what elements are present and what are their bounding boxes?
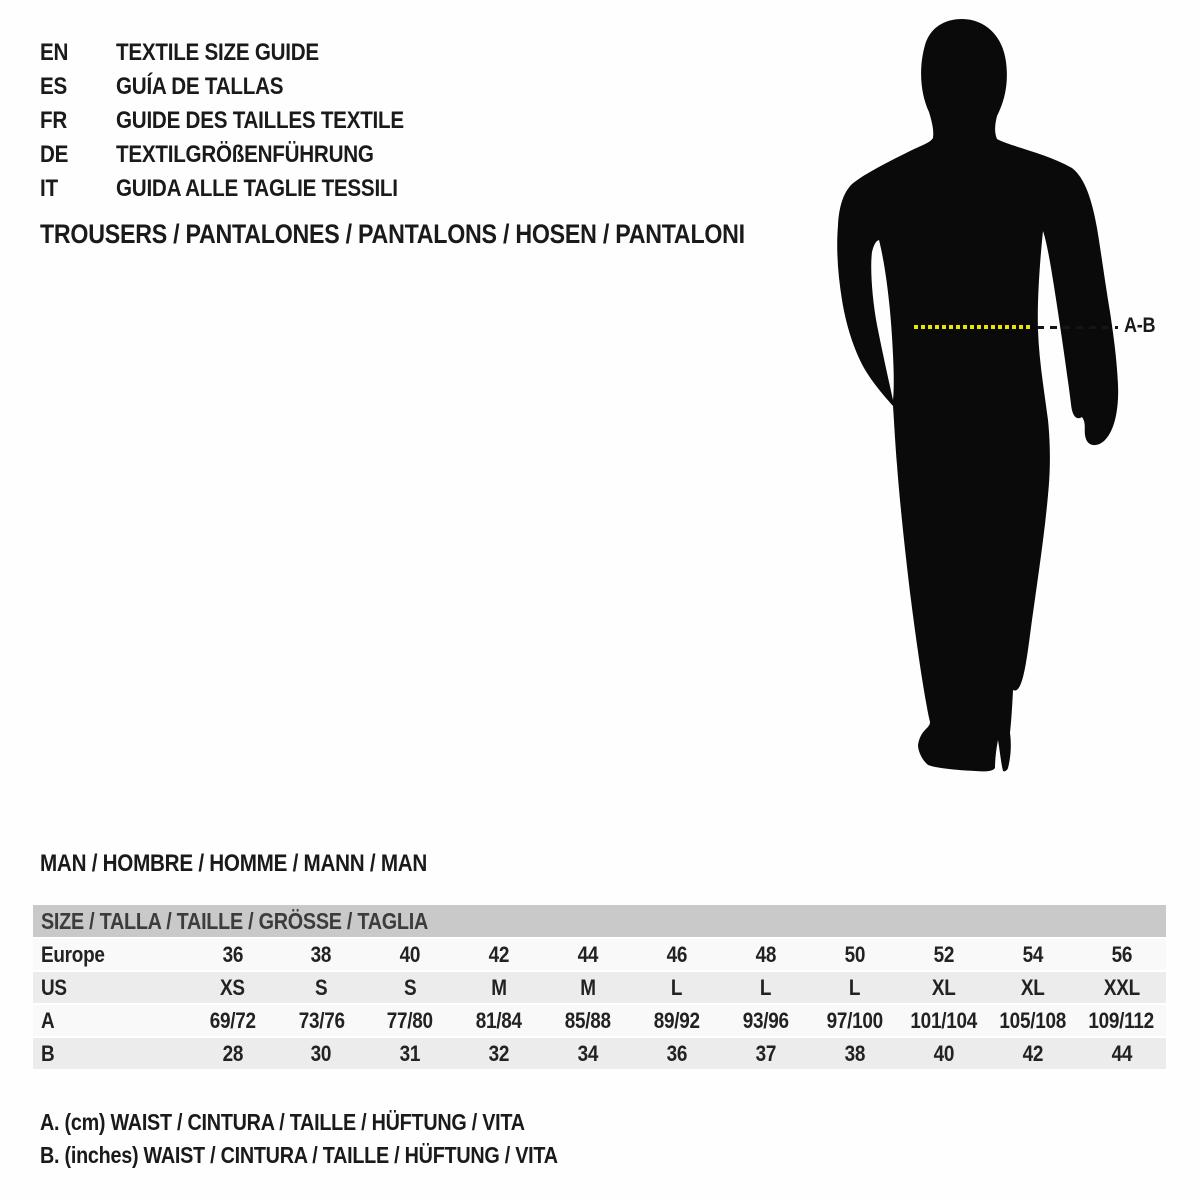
- size-cell: 36: [222, 941, 243, 967]
- size-cell: 105/108: [999, 1007, 1066, 1033]
- table-row-a-cm: [33, 1003, 1166, 1036]
- language-title: GUIDA ALLE TAGLIE TESSILI: [116, 175, 398, 202]
- size-cell: 93/96: [742, 1007, 789, 1033]
- language-title: TEXTILE SIZE GUIDE: [116, 39, 319, 66]
- size-cell: 37: [755, 1040, 777, 1066]
- size-cell: 48: [755, 941, 777, 967]
- size-cell: XS: [220, 974, 245, 1000]
- language-title: TEXTILGRÖßENFÜHRUNG: [116, 141, 374, 168]
- size-cell: 50: [844, 941, 866, 967]
- man-silhouette: [830, 14, 1170, 780]
- waist-line-yellow-dotted: [914, 325, 1033, 329]
- size-cell: 46: [666, 941, 688, 967]
- size-cell: L: [849, 974, 861, 1000]
- size-cell: 54: [1022, 941, 1043, 967]
- size-cell: 34: [577, 1040, 599, 1066]
- size-cell: 85/88: [565, 1007, 612, 1033]
- language-row-en: [40, 36, 451, 70]
- size-cell: XL: [931, 974, 956, 1000]
- size-cell: S: [315, 974, 328, 1000]
- size-cell: 38: [311, 941, 332, 967]
- note-a-cm: A. (cm) WAIST / CINTURA / TAILLE / HÜFTUNG / VITA: [40, 1109, 525, 1135]
- size-cell: 77/80: [387, 1007, 434, 1033]
- size-cell: M: [491, 974, 507, 1000]
- size-cell: 44: [1111, 1040, 1132, 1066]
- gender-heading: MAN / HOMBRE / HOMME / MANN / MAN: [40, 850, 428, 877]
- language-title: GUIDE DES TAILLES TEXTILE: [116, 107, 404, 134]
- size-cell: 38: [844, 1040, 866, 1066]
- size-cell: 69/72: [209, 1007, 256, 1033]
- language-code: EN: [40, 39, 69, 66]
- size-cell: 36: [666, 1040, 688, 1066]
- language-code: IT: [40, 175, 58, 202]
- size-cell: 30: [311, 1040, 332, 1066]
- row-label: B: [41, 1040, 55, 1066]
- size-cell: 81/84: [476, 1007, 523, 1033]
- language-code: DE: [40, 141, 69, 168]
- language-code: FR: [40, 107, 68, 134]
- table-row-us: [33, 970, 1166, 1003]
- size-cell: XL: [1020, 974, 1045, 1000]
- silhouette-body-path: [837, 19, 1118, 771]
- note-b-inches: B. (inches) WAIST / CINTURA / TAILLE / HÜFTUNG / VITA: [40, 1142, 558, 1168]
- row-label: A: [41, 1007, 55, 1033]
- size-cell: L: [760, 974, 772, 1000]
- table-row-b-inches: [33, 1036, 1166, 1069]
- size-table-header: SIZE / TALLA / TAILLE / GRÖSSE / TAGLIA: [33, 905, 1166, 937]
- size-cell: 89/92: [653, 1007, 701, 1033]
- waist-line-black-dashed: [1037, 326, 1118, 329]
- size-cell: 73/76: [298, 1007, 345, 1033]
- size-cell: 42: [488, 941, 510, 967]
- language-row-it: [40, 172, 451, 206]
- size-cell: 40: [933, 1040, 954, 1066]
- size-cell: 32: [488, 1040, 510, 1066]
- language-row-fr: [40, 104, 451, 138]
- table-row-europe: [33, 937, 1166, 970]
- language-legend: [40, 36, 451, 206]
- size-cell: L: [671, 974, 683, 1000]
- row-label: US: [41, 974, 67, 1000]
- size-cell: 44: [577, 941, 599, 967]
- size-cell: S: [404, 974, 417, 1000]
- size-cell: 52: [933, 941, 954, 967]
- category-heading: TROUSERS / PANTALONES / PANTALONS / HOSEN / PANTALONI: [40, 219, 745, 249]
- measurement-notes: [40, 1106, 642, 1172]
- language-row-es: [40, 70, 451, 104]
- row-label: Europe: [41, 941, 105, 967]
- size-cell: 40: [399, 941, 421, 967]
- size-cell: 97/100: [826, 1007, 883, 1033]
- size-cell: 42: [1022, 1040, 1043, 1066]
- measure-label-ab: A-B: [1124, 314, 1156, 337]
- size-cell: 56: [1111, 941, 1132, 967]
- language-title: GUÍA DE TALLAS: [116, 73, 284, 100]
- size-cell: 101/104: [910, 1007, 978, 1033]
- language-row-de: [40, 138, 451, 172]
- size-cell: 31: [399, 1040, 421, 1066]
- language-code: ES: [40, 73, 68, 100]
- size-cell: M: [580, 974, 596, 1000]
- size-cell: 28: [222, 1040, 243, 1066]
- size-cell: XXL: [1103, 974, 1140, 1000]
- size-table: [33, 905, 1166, 1069]
- size-cell: 109/112: [1088, 1007, 1155, 1033]
